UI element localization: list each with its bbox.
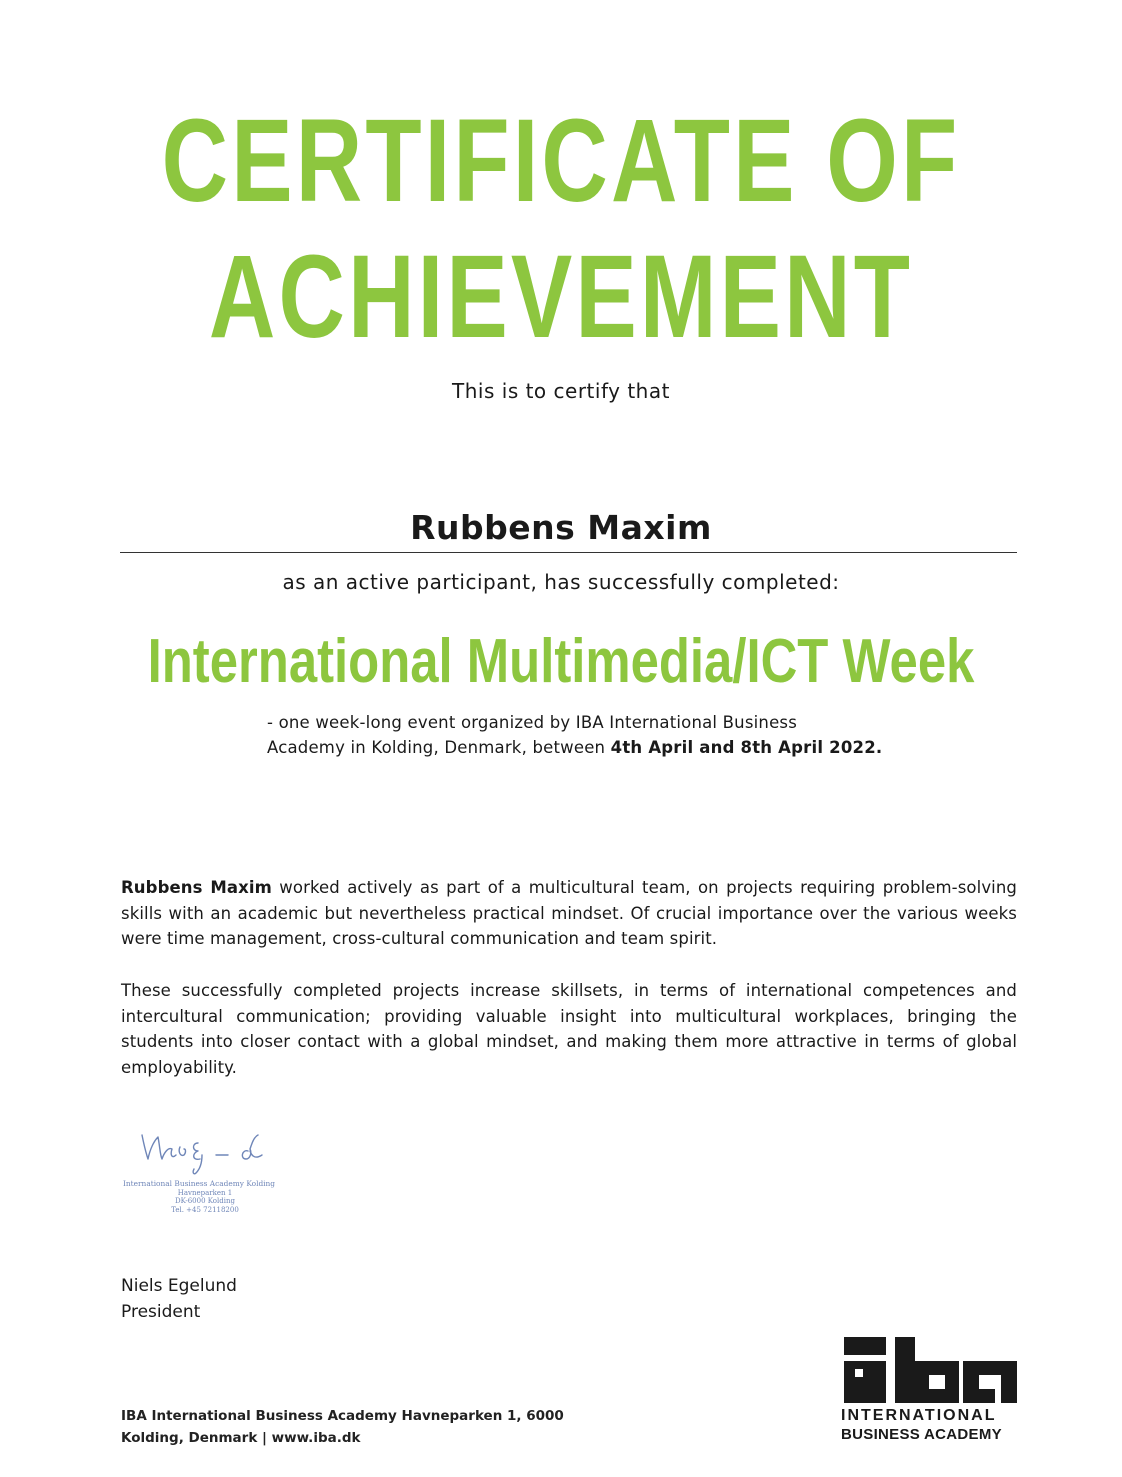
logo-text-international: INTERNATIONAL	[841, 1407, 997, 1424]
certificate-title-line-1: CERTIFICATE OF	[161, 95, 961, 227]
signer-block	[121, 1273, 237, 1325]
footer-address	[121, 1405, 564, 1449]
footer-address-line-1: IBA International Business Academy Havneparken 1, 6000	[121, 1408, 564, 1424]
event-description-line-2	[267, 735, 907, 760]
stamp-text-line-4: Tel. +45 72118200	[171, 1206, 239, 1214]
recipient-name: Rubbens Maxim	[410, 508, 712, 547]
course-title: International Multimedia/ICT Week	[147, 627, 975, 696]
completed-text: as an active participant, has successfully completed:	[282, 570, 840, 594]
signer-name: Niels Egelund	[121, 1276, 237, 1296]
name-underline-divider	[120, 552, 1017, 553]
signature-and-stamp	[120, 1125, 290, 1220]
certify-text: This is to certify that	[452, 379, 670, 403]
stamp-text-line-2: Havneparken 1	[177, 1189, 233, 1197]
event-description-line-1: - one week-long event organized by IBA International Business	[267, 713, 798, 732]
skills-paragraph: These successfully completed projects increase skillsets, in terms of international competences and intercultural communication; providing valuable insight into multicultural workplaces, bringing the students into closer contact with a global mindset, and making them more attractive in terms of global employability.	[121, 981, 1017, 1077]
certificate-title-line-2: ACHIEVEMENT	[208, 231, 914, 363]
achievement-paragraph-text: worked actively as part of a multicultural team, on projects requiring problem-solving skills with an academic but nevertheless practical mindset. Of crucial importance over the various weeks were time management, cross-cultural communication and team spirit.	[121, 878, 1017, 948]
event-dates: 4th April and 8th April 2022.	[610, 738, 883, 757]
signature-scribble	[142, 1135, 262, 1174]
paragraph-recipient-name: Rubbens Maxim	[121, 878, 272, 897]
event-description	[267, 710, 907, 760]
footer-address-line-2: Kolding, Denmark | www.iba.dk	[121, 1430, 361, 1446]
stamp-text-line-1: International Business Academy Kolding	[123, 1179, 276, 1188]
logo-text-business-academy: BUSINESS ACADEMY	[841, 1426, 1002, 1443]
stamp-text-line-3: DK-6000 Kolding	[175, 1197, 235, 1205]
signer-role: President	[121, 1302, 201, 1322]
event-location-text: Academy in Kolding, Denmark, between	[267, 738, 611, 757]
achievement-paragraph	[121, 875, 1017, 952]
